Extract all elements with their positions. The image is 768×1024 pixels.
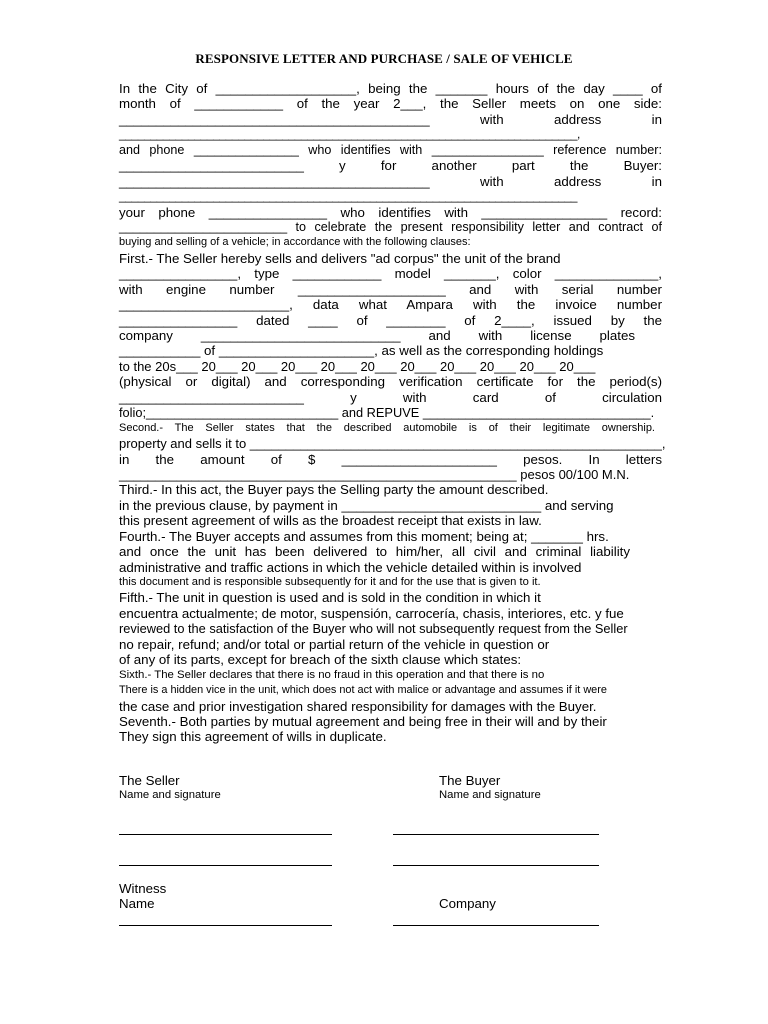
body-line: this document and is responsible subsequently for it and for the use that is given to it. xyxy=(119,576,541,588)
witness-label: Witness xyxy=(119,881,167,896)
body-line: _________________________________________________________________________, xyxy=(119,127,580,142)
body-line: (physical or digital) and corresponding verification certificate for the period(s) xyxy=(119,374,662,390)
body-line: your phone ________________ who identifies with _________________ record: xyxy=(119,204,662,220)
witness-company-label: Company xyxy=(439,896,496,911)
seller-name-line xyxy=(119,865,332,866)
body-line: _______________________, data what Ampara with the invoice number xyxy=(119,297,662,313)
body-line: There is a hidden vice in the unit, which does not act with malice or advantage and assumes if it were xyxy=(119,684,607,697)
body-line: in the previous clause, by payment in ___________________________ and serving xyxy=(119,497,614,513)
buyer-name-line xyxy=(393,865,599,866)
body-line: reviewed to the satisfaction of the Buyer who will not subsequently request from the Seller xyxy=(119,621,628,637)
body-line: _______________________________________________________ pesos 00/100 M.N. xyxy=(119,466,630,482)
witness-name-label: Name xyxy=(119,896,155,911)
body-line: __________________________________________ with address in xyxy=(119,173,662,189)
body-line: Third.- In this act, the Buyer pays the Selling party the amount described. xyxy=(119,482,549,498)
document-body xyxy=(119,81,666,745)
body-line: folio;___________________________ and REPUVE ________________________________. xyxy=(119,405,655,421)
buyer-label: The Buyer xyxy=(439,773,501,788)
body-line: administrative and traffic actions in which the vehicle detailed within is involved xyxy=(119,559,582,575)
body-line: in the amount of $ _____________________ pesos. In letters xyxy=(119,451,662,467)
body-line: ___________ of _____________________, as well as the corresponding holdings xyxy=(119,343,604,359)
body-line: ________________________ to celebrate the present responsibility letter and contract of xyxy=(119,219,662,234)
buyer-signature-line xyxy=(393,834,599,835)
body-line: ________________ dated ____ of ________ of 2____, issued by the xyxy=(119,312,662,328)
body-line: buying and selling of a vehicle; in accordance with the following clauses: xyxy=(119,236,471,249)
body-line: ________________, type ____________ model _______, color ______________, xyxy=(119,266,662,282)
body-line: They sign this agreement of wills in duplicate. xyxy=(119,729,387,745)
body-line: _________________________________________________________________________ xyxy=(119,189,577,204)
document-title: RESPONSIVE LETTER AND PURCHASE / SALE OF VEHICLE xyxy=(195,51,573,66)
body-line: month of ____________ of the year 2___, the Seller meets on one side: xyxy=(119,96,662,112)
body-line: Fifth.- The unit in question is used and is sold in the condition in which it xyxy=(119,590,541,606)
body-line: __________________________________________ with address in xyxy=(119,111,662,127)
witness-company-line xyxy=(393,925,599,926)
witness-name-line xyxy=(119,925,332,926)
buyer-name-signature-label: Name and signature xyxy=(439,789,541,801)
seller-signature-line xyxy=(119,834,332,835)
body-line: the case and prior investigation shared responsibility for damages with the Buyer. xyxy=(119,698,597,714)
body-line: encuentra actualmente; de motor, suspensión, carrocería, chasis, interiores, etc. y fue xyxy=(119,605,624,621)
body-line: Seventh.- Both parties by mutual agreement and being free in their will and by their xyxy=(119,713,607,729)
body-line: and phone _______________ who identifies with ________________ reference number: xyxy=(119,142,662,157)
seller-name-signature-label: Name and signature xyxy=(119,789,221,801)
body-line: this present agreement of wills as the broadest receipt that exists in law. xyxy=(119,513,542,529)
body-line: _________________________ y with card of circulation xyxy=(119,389,662,405)
body-line: of any of its parts, except for breach of the sixth clause which states: xyxy=(119,652,522,668)
body-line: In the City of ___________________, being the _______ hours of the day ____ of xyxy=(119,81,662,96)
body-line: to the 20s___ 20___ 20___ 20___ 20___ 20___ 20___ 20___ 20___ 20___ 20___ xyxy=(119,358,596,374)
body-line: and once the unit has been delivered to him/her, all civil and criminal liability xyxy=(119,544,630,560)
body-line: property and sells it to _________________________________________________________, xyxy=(119,436,666,452)
body-line: First.- The Seller hereby sells and delivers "ad corpus" the unit of the brand xyxy=(119,250,561,266)
seller-label: The Seller xyxy=(119,773,180,788)
body-line: Sixth.- The Seller declares that there is no fraud in this operation and that there is no xyxy=(119,668,545,681)
body-line: Fourth.- The Buyer accepts and assumes from this moment; being at; _______ hrs. xyxy=(119,528,609,544)
body-line: company ___________________________ and with license plates xyxy=(119,328,635,343)
body-line: no repair, refund; and/or total or partial return of the vehicle in question or xyxy=(119,636,550,652)
body-line: Second.- The Seller states that the described automobile is of their legitimate ownership. xyxy=(119,421,655,434)
body-line: with engine number ____________________ and with serial number xyxy=(119,281,662,297)
body-line: _________________________ y for another part the Buyer: xyxy=(119,158,662,174)
